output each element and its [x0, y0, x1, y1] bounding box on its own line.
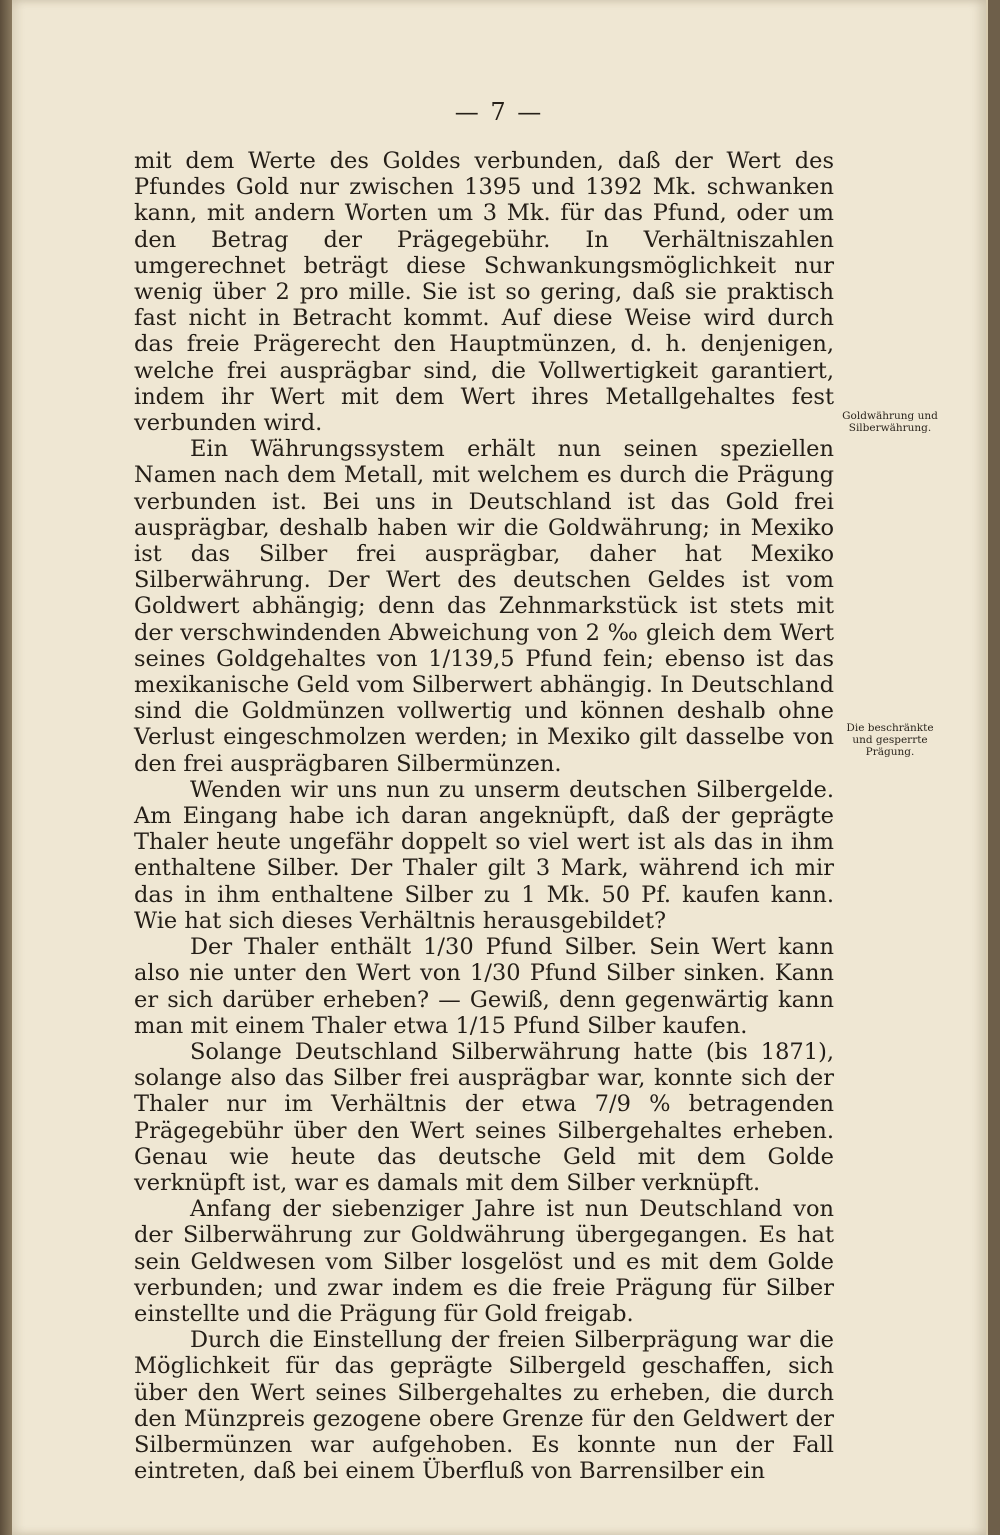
paragraph: Solange Deutschland Silberwährung hatte (bis 1871), solange also das Silber frei ausprägbar war, konnte sich der Thaler nur im Verhältnis der etwa 7/9 % betragenden Prägegebühr über den Wert seines Silbergehaltes erheben. Genau wie heute das deutsche Geld mit dem Golde verknüpft ist, war es damals mit dem Silber verknüpft. — [134, 1038, 834, 1196]
paragraph: Anfang der siebenziger Jahre ist nun Deutschland von der Silberwährung zur Goldwährung übergegangen. Es hat sein Geldwesen vom Silber losgelöst und es mit dem Golde verbunden; und zwar indem es die freie Prägung für Silber einstellte und die Prägung für Gold freigab. — [134, 1196, 834, 1327]
page-number: — 7 — — [454, 98, 544, 126]
book-page — [12, 0, 988, 1535]
paragraph: Durch die Einstellung der freien Silberprägung war die Möglichkeit für das geprägte Silbergeld geschaffen, sich über den Wert seines Silbergehaltes zu erheben, die durch den Münzpreis gezogene obere Grenze für den Geldwert der Silbermünzen war aufgehoben. Es konnte nun der Fall eintreten, daß bei einem Überfluß von Barrensilber ein — [134, 1327, 834, 1485]
body-text — [134, 148, 834, 1484]
paragraph: Der Thaler enthält 1/30 Pfund Silber. Sein Wert kann also nie unter den Wert von 1/30 Pfund Silber sinken. Kann er sich darüber erheben? — Gewiß, denn gegenwärtig kann man mit einem Thaler etwa 1/15 Pfund Silber kaufen. — [134, 934, 834, 1039]
paragraph: Ein Währungssystem erhält nun seinen speziellen Namen nach dem Metall, mit welchem es durch die Prägung verbunden ist. Bei uns in Deutschland ist das Gold frei ausprägbar, deshalb haben wir die Goldwährung; in Mexiko ist das Silber frei ausprägbar, daher hat Mexiko Silberwährung. Der Wert des deutschen Geldes ist vom Goldwert abhängig; denn das Zehnmarkstück ist stets mit der verschwindenden Abweichung von 2 ‰ gleich dem Wert seines Goldgehaltes von 1/139,5 Pfund fein; ebenso ist das mexikanische Geld vom Silberwert abhängig. In Deutschland sind die Goldmünzen vollwertig und können deshalb ohne Verlust eingeschmolzen werden; in Mexiko gilt dasselbe von den frei ausprägbaren Silbermünzen. — [134, 436, 834, 777]
book-spine — [0, 0, 12, 1535]
paragraph: mit dem Werte des Goldes verbunden, daß der Wert des Pfundes Gold nur zwischen 1395 und 1392 Mk. schwanken kann, mit andern Worten um 3 Mk. für das Pfund, oder um den Betrag der Prägegebühr. In Verhältniszahlen umgerechnet beträgt diese Schwankungsmöglichkeit nur wenig über 2 pro mille. Sie ist so gering, daß sie praktisch fast nicht in Betracht kommt. Auf diese Weise wird durch das freie Prägerecht den Hauptmünzen, d. h. denjenigen, welche frei ausprägbar sind, die Vollwertigkeit garantiert, indem ihr Wert mit dem Wert ihres Metallgehaltes fest verbunden wird. — [134, 148, 834, 437]
margin-note-goldwaehrung: Goldwährung und Silberwährung. — [842, 410, 938, 434]
paragraph: Wenden wir uns nun zu unserm deutschen Silbergelde. Am Eingang habe ich daran angeknüpft, daß der geprägte Thaler heute ungefähr doppelt so viel wert ist als das in ihm enthaltene Silber. Der Thaler gilt 3 Mark, während ich mir das in ihm enthaltene Silber zu 1 Mk. 50 Pf. kaufen kann. Wie hat sich dieses Verhältnis herausgebildet? — [134, 776, 834, 934]
margin-note-beschraenkte-praegung: Die beschränkte und gesperrte Prägung. — [846, 722, 934, 758]
